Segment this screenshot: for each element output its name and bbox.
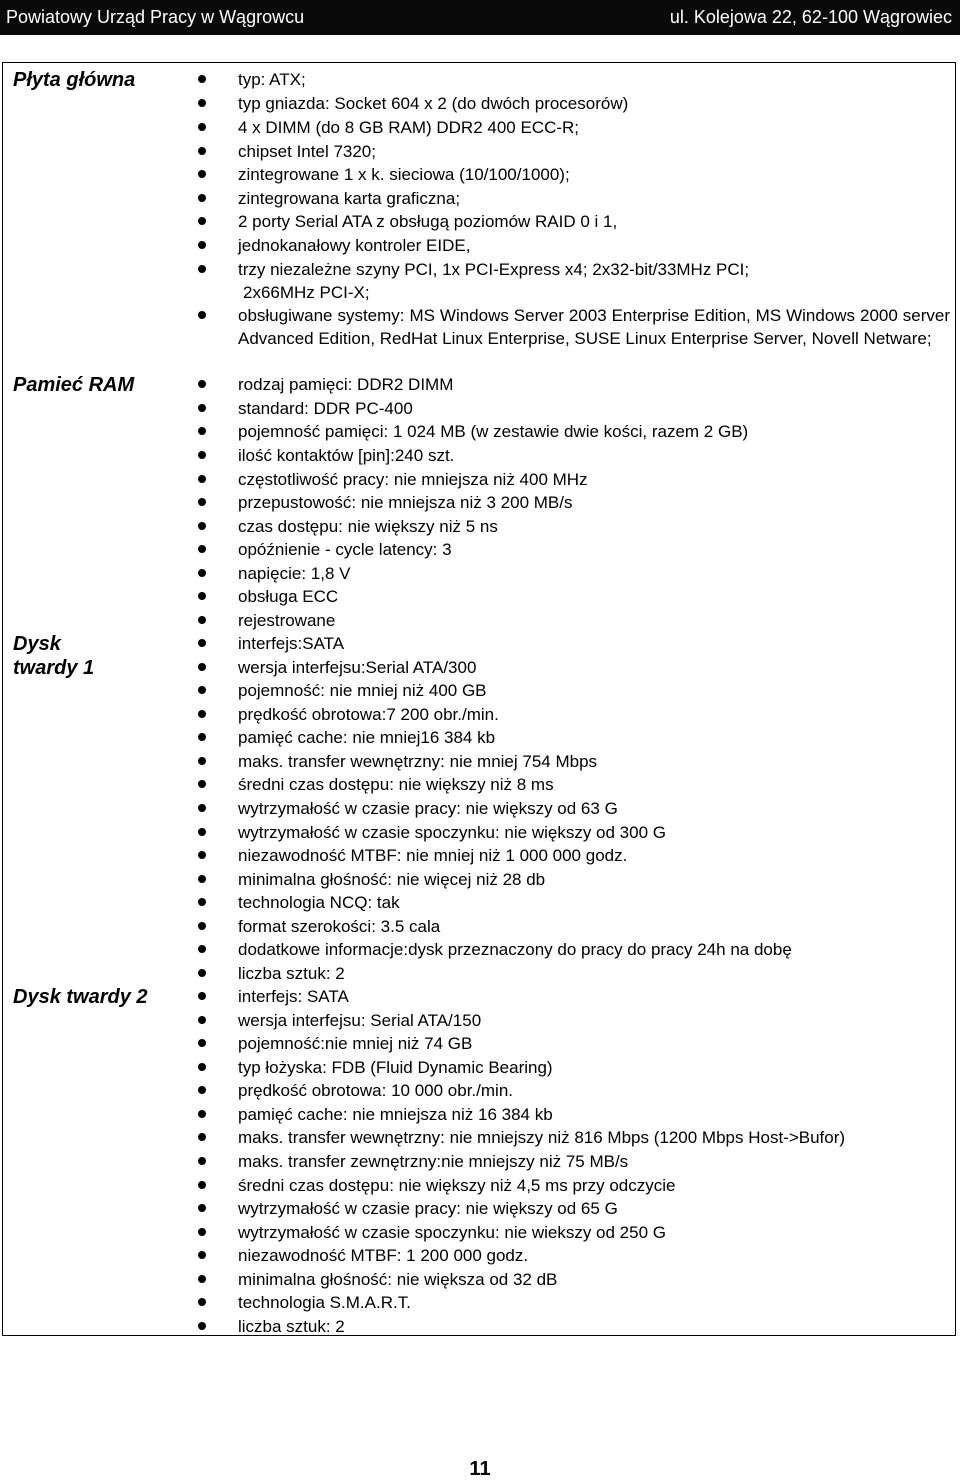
header-office-name: Powiatowy Urząd Pracy w Wągrowcu bbox=[6, 7, 305, 27]
bullet-icon bbox=[198, 1298, 206, 1306]
bullet-icon bbox=[198, 569, 206, 577]
bullet-icon bbox=[198, 1133, 206, 1141]
bullet-icon bbox=[198, 545, 206, 553]
bullet-icon bbox=[198, 1181, 206, 1189]
section-title: Dysk twardy 2 bbox=[13, 986, 148, 1008]
bullet-icon bbox=[198, 592, 206, 600]
bullet-icon bbox=[198, 686, 206, 694]
bullet-icon bbox=[198, 992, 206, 1000]
bullet-icon bbox=[198, 123, 206, 131]
bullet-icon bbox=[198, 922, 206, 930]
bullet-icon bbox=[198, 1228, 206, 1236]
bullet-icon bbox=[198, 1016, 206, 1024]
bullet-icon bbox=[198, 851, 206, 859]
bullet-icon bbox=[198, 404, 206, 412]
bullet-icon bbox=[198, 147, 206, 155]
bullet-icon bbox=[198, 969, 206, 977]
bullet-icon bbox=[198, 1110, 206, 1118]
spec-table: Płyta główna typ: ATX; typ gniazda: Socket 604 x 2 (do dwóch procesorów) 4 x DIMM (do 8 GB RAM) DDR2 400 ECC-R; chipset Intel 7320; zintegrowane 1 x k. sieciowa (10/100/1000); zintegrowana karta graficzna; 2 porty Serial ATA z obsługą poziomów RAID 0 i 1, jednokanałowy kontroler EIDE, trzy niezależne szyny PCI, 1x PCI-Express x4; 2x32-bit/33MHz PCI; 2x66MHz PCI-X; obsługiwane systemy: MS Windows Server 2003 Enterprise Edition, MS Windows 2000 server Advanced Edition, RedHat Linux Enterprise, SUSE Linux Enterprise Server, Novell Netware; Pamieć RAM rodzaj pamięci: DDR2 DIMM standard: DDR PC-400 pojemność pamięci: 1 024 MB (w zestawie dwie kości, razem 2 GB) ilość kontaktów [pin]:240 szt. częstotliwość pracy: nie mniejsza niż 400 MHz przepustowość: nie mniejsza niż 3 200 MB/s czas dostępu: nie większy niż 5 ns opóźnienie - cycle latency: 3 napięcie: 1,8 V obsługa ECC rejestrowane Dysk twardy 1 interfejs:SATA wersja interfejsu:Serial ATA/300 pojemność: nie mniej niż 400 GB prędkość obrotowa:7 200 obr./min. pamięć cache: nie mniej16 384 kb maks. transfer wewnętrzny: nie mniej 754 Mbps średni czas dostępu: nie większy niż 8 ms wytrzymałość w czasie pracy: nie większy od 63 G wytrzymałość w czasie spoczynku: nie większy od 300 G niezawodność MTBF: nie mniej niż 1 000 000 godz. minimalna głośność: nie więcej niż 28 db technologia NCQ: tak format szerokości: 3.5 cala dodatkowe informacje:dysk przeznaczony do pracy do pracy 24h na dobę liczba sztuk: 2 Dysk twardy 2 interfejs: SATA wersja interfejsu: Serial ATA/150 pojemność:nie mniej niż 74 GB typ łożyska: FDB (Fluid Dynamic Bearing) prędkość obrotowa: 10 000 obr./min. pamięć cache: nie mniejsza niż 16 384 kb maks. transfer wewnętrzny: nie mniejszy niż 816 Mbps (1200 Mbps Host->Bufor) maks. transfer zewnętrzny:nie mniejszy niż 75 MB/s średni czas dostępu: nie większy niż 4,5 ms przy odczycie wytrzymałość w czasie pracy: nie większy od 65 G wytrzymałość w czasie spoczynku: nie wiekszy od 250 G niezawodność MTBF: 1 200 000 godz. minimalna głośność: nie większa od 32 dB technologia S.M.A.R.T. liczba sztuk: 2 bbox=[2, 62, 956, 1336]
bullet-icon bbox=[198, 217, 206, 225]
bullet-icon bbox=[198, 1086, 206, 1094]
bullet-icon bbox=[198, 1275, 206, 1283]
bullet-icon bbox=[198, 427, 206, 435]
bullet-icon bbox=[198, 265, 206, 273]
bullet-icon bbox=[198, 733, 206, 741]
bullet-icon bbox=[198, 898, 206, 906]
page-header bbox=[0, 0, 960, 35]
bullet-icon bbox=[198, 75, 206, 83]
bullet-icon bbox=[198, 804, 206, 812]
page-number: 11 bbox=[469, 1458, 491, 1480]
section-title: Płyta główna bbox=[13, 69, 136, 91]
bullet-icon bbox=[198, 710, 206, 718]
bullet-icon bbox=[198, 757, 206, 765]
bullet-icon bbox=[198, 1322, 206, 1330]
bullet-icon bbox=[198, 945, 206, 953]
section-title: Pamieć RAM bbox=[13, 374, 135, 396]
bullet-icon bbox=[198, 99, 206, 107]
bullet-icon bbox=[198, 498, 206, 506]
bullet-icon bbox=[198, 194, 206, 202]
bullet-icon bbox=[198, 475, 206, 483]
bullet-icon bbox=[198, 311, 206, 319]
bullet-icon bbox=[198, 1039, 206, 1047]
bullet-icon bbox=[198, 875, 206, 883]
bullet-icon bbox=[198, 451, 206, 459]
header-address: ul. Kolejowa 22, 62-100 Wągrowiec bbox=[669, 7, 952, 27]
bullet-icon bbox=[198, 170, 206, 178]
bullet-icon bbox=[198, 780, 206, 788]
bullet-icon bbox=[198, 1157, 206, 1165]
bullet-icon bbox=[198, 380, 206, 388]
section-title: Dysk twardy 1 bbox=[13, 633, 95, 679]
bullet-icon bbox=[198, 828, 206, 836]
bullet-icon bbox=[198, 663, 206, 671]
bullet-icon bbox=[198, 1204, 206, 1212]
bullet-icon bbox=[198, 639, 206, 647]
bullet-icon bbox=[198, 241, 206, 249]
bullet-icon bbox=[198, 616, 206, 624]
bullet-icon bbox=[198, 522, 206, 530]
bullet-icon bbox=[198, 1251, 206, 1259]
bullet-icon bbox=[198, 1063, 206, 1071]
